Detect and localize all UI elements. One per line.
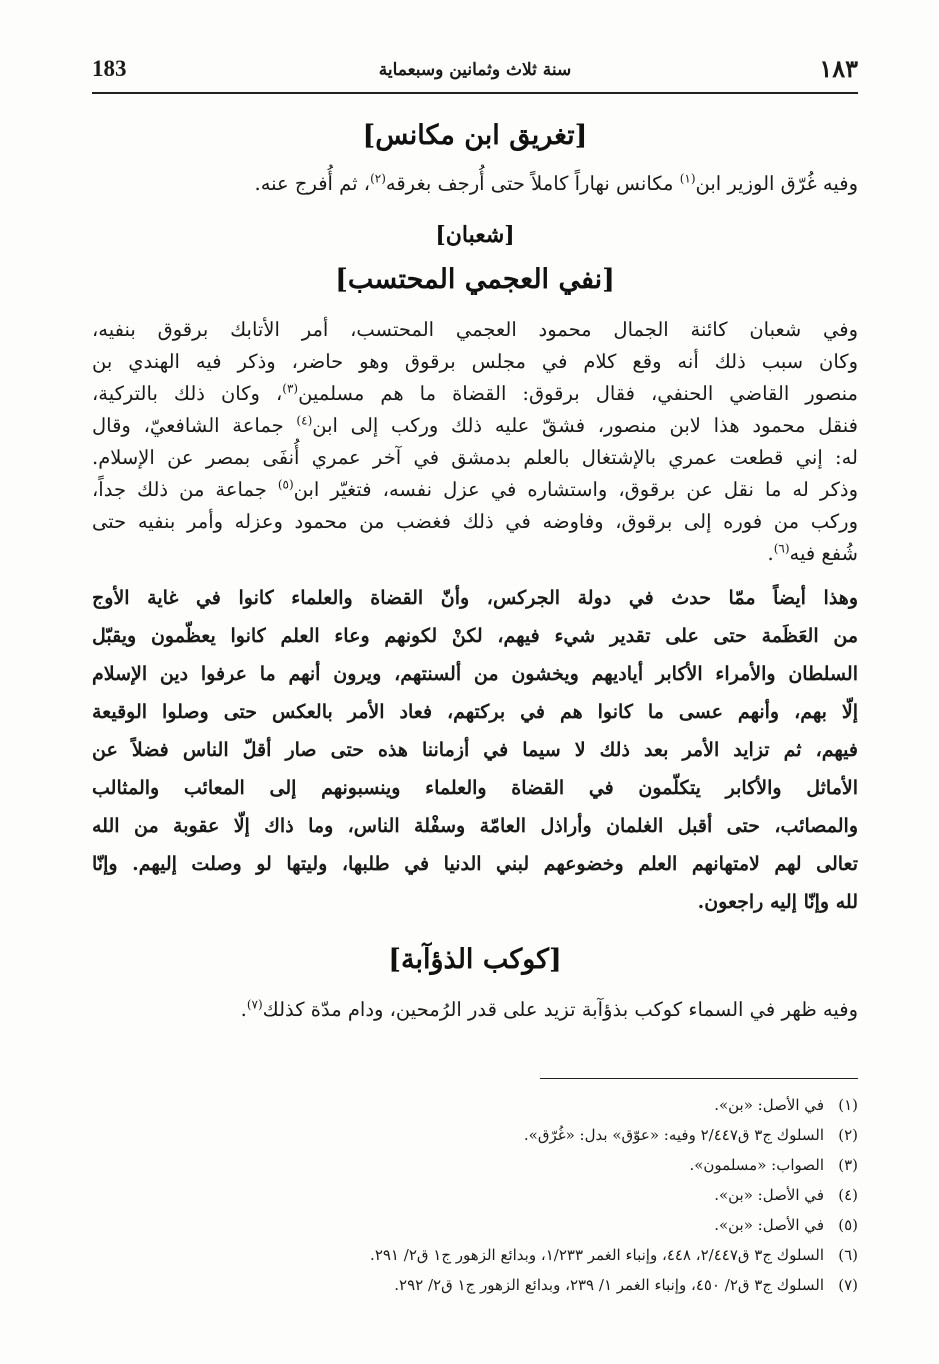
text-run: وكان سبب ذلك أنه وقع كلام في مجلس برقوق وهو حاضر، وذكر فيه الهندي بن: [92, 350, 858, 373]
section-heading-exile: [نفي العجمي المحتسب]: [335, 264, 615, 295]
text-run: وذكر له ما نقل عن برقوق، واستشاره في عزل نفسه، فتغيّر ابن: [293, 478, 858, 501]
page-number-arabic: ١٨٣: [819, 54, 858, 83]
text-run: له: إني قطعت عمري بالإشتغال بالعلم بدمشق في آخر عمري أُنفَى بمصر عن الإسلام.: [92, 446, 858, 469]
paragraph-line: [92, 314, 858, 346]
footnote-number: (٤): [838, 1186, 858, 1204]
running-title: سنة ثلاث وثمانين وسبعماية: [378, 60, 572, 80]
text-run: مكانس نهاراً كاملاً حتى أُرجف بغرقه: [385, 172, 680, 195]
commentary-line: الأماثل والأكابر يتكلّمون في القضاة والعلماء وينسبونهم إلى المعائب والمثالب: [92, 777, 858, 799]
footnote-ref: (٤): [296, 413, 313, 428]
footnote-text: في الأصل: «بن».: [714, 1096, 824, 1114]
text-run: وفي شعبان كائنة الجمال محمود العجمي المحتسب، أمر الأتابك برقوق بنفيه،: [92, 318, 858, 341]
footnote-ref: (٥): [277, 477, 294, 492]
footnote: [150, 1182, 858, 1208]
text-run: فنقل محمود هذا لابن منصور، فشقّ عليه ذلك وركب إلى ابن: [312, 414, 858, 437]
commentary-line: إلّا بهم، وأنهم عسى ما كانوا هم في بركتهم، فعاد الأمر بالعكس حتى وصلوا الوقيعة: [92, 701, 858, 723]
section-heading-comet: [كوكب الذؤآبة]: [388, 944, 562, 975]
footnote: [150, 1272, 858, 1298]
footnote-ref: (١): [679, 171, 696, 186]
footnote-text: الصواب: «مسلمون».: [689, 1156, 824, 1174]
footnote-ref: (٣): [282, 381, 299, 396]
footnote-ref: (٦): [773, 541, 790, 556]
footnote: [150, 1152, 858, 1178]
text-run: جماعة من ذلك جداً،: [92, 478, 278, 501]
commentary-line: السلطان والأمراء الأكابر أياديهم ويخشون من ألسنتهم، ويرون أنهم ما عرفوا دين الإسلام: [92, 663, 858, 685]
footnote-divider: [540, 1078, 858, 1079]
paragraph-line: [92, 442, 858, 474]
commentary-line: فيهم، ثم تزايد الأمر بعد ذلك لا سيما في أزماننا هذه حتى صار أقلّ الناس فضلاً عن: [92, 739, 858, 761]
section-heading-shaban: [شعبان]: [435, 222, 515, 248]
page-header: [92, 52, 858, 94]
footnote-number: (٢): [838, 1126, 858, 1144]
footnote-number: (٥): [838, 1216, 858, 1234]
footnote: [150, 1092, 858, 1118]
commentary-line: تعالى لهم لامتهانهم العلم وخضوعهم لبني الدنيا في طلبها، وليتها لو وصلت إليهم. وإنّا: [92, 853, 858, 875]
text-run: شُفع فيه: [789, 542, 858, 565]
paragraph-line: [92, 506, 858, 538]
page-number-latin: 183: [92, 56, 127, 81]
footnote-number: (٧): [838, 1276, 858, 1294]
footnote: [150, 1122, 858, 1148]
text-run: وركب من فوره إلى برقوق، وفاوضه في ذلك فغضب من محمود وعزله وأمر بنفيه حتى: [92, 510, 858, 533]
paragraph-comet: [92, 994, 858, 1026]
commentary-line: وهذا أيضاً ممّا حدث في دولة الجركس، وأنّ القضاة والعلماء كانوا في غاية الأوج: [92, 587, 858, 609]
paragraph-drowning: [92, 168, 858, 200]
text-run: جماعة الشافعيّ، وقال: [92, 414, 297, 437]
text-run: .: [767, 542, 774, 565]
paragraph-line: [92, 410, 858, 442]
footnote-number: (٦): [838, 1246, 858, 1264]
commentary-line: لله وإنّا إليه راجعون.: [697, 891, 858, 913]
footnote-text: في الأصل: «بن».: [714, 1216, 824, 1234]
footnote-ref: (٢): [370, 171, 386, 186]
footnote-text: السلوك ج٣ ق٢/٤٤٧ وفيه: «عوّق» بدل: «غُرّق».: [523, 1126, 824, 1144]
footnote-ref: (٧): [246, 997, 263, 1012]
text-run: وفيه ظهر في السماء كوكب بذؤآبة تزيد على قدر الرُمحين، ودام مدّة كذلك: [262, 998, 858, 1021]
paragraph-line: [92, 346, 858, 378]
text-run: منصور القاضي الحنفي، فقال برقوق: القضاة ما هم مسلمين: [298, 382, 858, 405]
footnote-text: في الأصل: «بن».: [714, 1186, 824, 1204]
footnote-number: (٣): [838, 1156, 858, 1174]
footnote-number: (١): [838, 1096, 858, 1114]
commentary-line: والمصائب، حتى أقبل الغلمان وأراذل العامّة وسفْلة الناس، وما ذاك إلّا عقوبة من الله: [92, 815, 858, 837]
commentary-line: من العَظَمة حتى على تقدير شيء فيهم، لكنْ لكونهم وعاء العلم كانوا يعظّمون ويقبّل: [92, 625, 858, 647]
text-run: ، وكان ذلك بالتركية،: [92, 382, 283, 405]
paragraph-line: [92, 538, 858, 570]
text-run: وفيه غُرّق الوزير ابن: [695, 172, 858, 195]
footnote: [150, 1212, 858, 1238]
footnote: [150, 1242, 858, 1268]
paragraph-line: [92, 378, 858, 410]
footnote-text: السلوك ج٣ ق٢/ ٤٥٠، وإنباء الغمر ١/ ٢٣٩، وبدائع الزهور ج١ ق٢/ ٢٩٢.: [394, 1276, 824, 1294]
text-run: .: [240, 998, 247, 1021]
paragraph-line: [92, 474, 858, 506]
footnote-text: السلوك ج٣ ق٢/٤٤٧، ٤٤٨، وإنباء الغمر ١/٢٣٣، وبدائع الزهور ج١ ق٢/ ٢٩١.: [370, 1246, 824, 1264]
text-run: ، ثم أُفرج عنه.: [254, 172, 371, 195]
section-heading-drowning: [تغريق ابن مكانس]: [362, 120, 588, 151]
